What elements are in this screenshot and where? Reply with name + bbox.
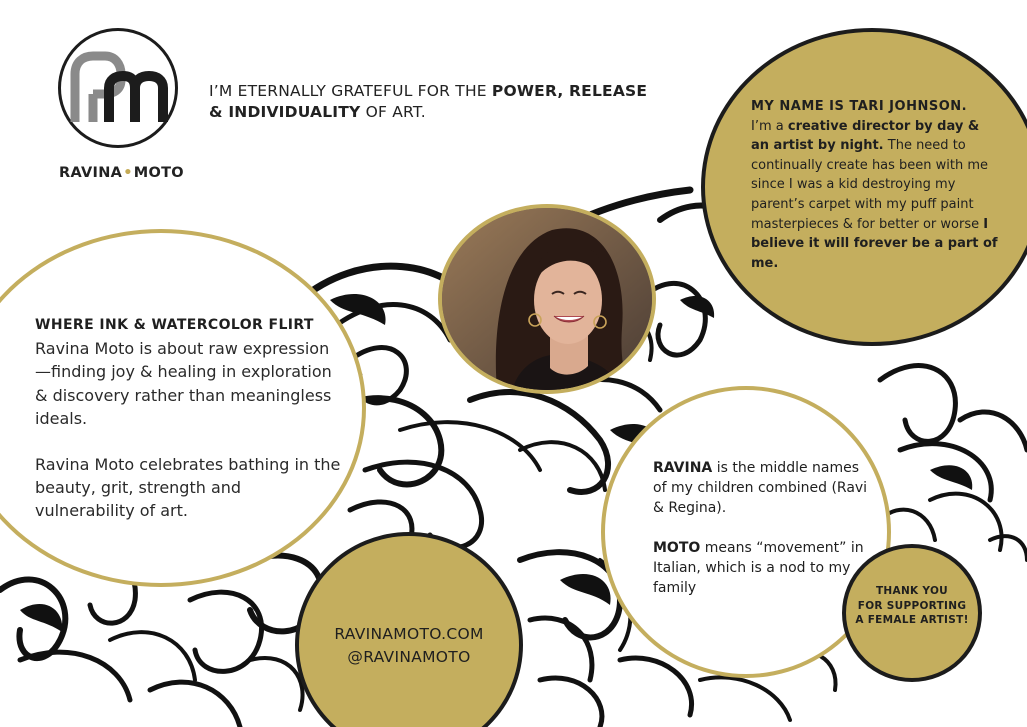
- tagline-tail: OF ART.: [360, 103, 426, 121]
- ravina-explanation: is the middle names of my children combined (Ravi & Regina).: [653, 460, 868, 516]
- thanks-line-2: FOR SUPPORTING: [857, 599, 967, 612]
- moto-word: MOTO: [653, 540, 701, 556]
- thanks-line-3: A FEMALE ARTIST!: [855, 614, 969, 626]
- portrait-illustration: [442, 208, 652, 390]
- tagline-bold-1: POWER, RELEASE: [491, 82, 648, 100]
- wordmark-part1: RAVINA: [59, 165, 123, 181]
- portrait-photo: [438, 204, 656, 394]
- ink-heading: WHERE INK & WATERCOLOR FLIRT: [35, 317, 314, 333]
- name-meaning-text: [653, 458, 873, 618]
- tagline: [209, 81, 689, 123]
- bio-heading: MY NAME IS TARI JOHNSON.: [751, 99, 968, 114]
- website-text: [300, 623, 518, 669]
- ink-paragraph-1: Ravina Moto is about raw expression—finding joy & healing in exploration & discovery rather than meaningless ideals.: [35, 339, 332, 428]
- moto-meaning: [653, 538, 873, 598]
- bio-bold-1: creative director by day & an artist by night.: [751, 118, 980, 154]
- wordmark-separator: •: [123, 165, 133, 181]
- ravina-moto-logo: [55, 28, 195, 188]
- ink-watercolor-text: [35, 314, 345, 546]
- tagline-lead: I’M ETERNALLY GRATEFUL FOR THE: [209, 82, 492, 100]
- thank-you-text: [848, 584, 976, 628]
- ravina-word: RAVINA: [653, 460, 713, 476]
- rm-monogram-icon: [69, 50, 169, 130]
- bio-bold-2: I believe it will forever be a part of me.: [751, 216, 998, 271]
- ink-paragraph-2: Ravina Moto celebrates bathing in the beauty, grit, strength and vulnerability of art.: [35, 455, 341, 521]
- bio-text-2: The need to continually create has been with me since I was a kid destroying my parent’s carpet with my puff paint masterpieces & for better or worse: [751, 138, 989, 232]
- bio-text: [751, 97, 1001, 273]
- bio-text-1: I’m a: [751, 118, 788, 134]
- moto-explanation: means “movement” in Italian, which is a nod to my family: [653, 540, 864, 596]
- ravina-meaning: [653, 458, 873, 518]
- website-url[interactable]: RAVINAMOTO.COM: [334, 625, 484, 643]
- social-handle[interactable]: @RAVINAMOTO: [347, 648, 471, 666]
- tagline-bold-2: & INDIVIDUALITY: [209, 103, 361, 121]
- logo-wordmark: [59, 165, 184, 181]
- wordmark-part2: MOTO: [133, 165, 184, 181]
- thanks-line-1: THANK YOU: [875, 585, 949, 597]
